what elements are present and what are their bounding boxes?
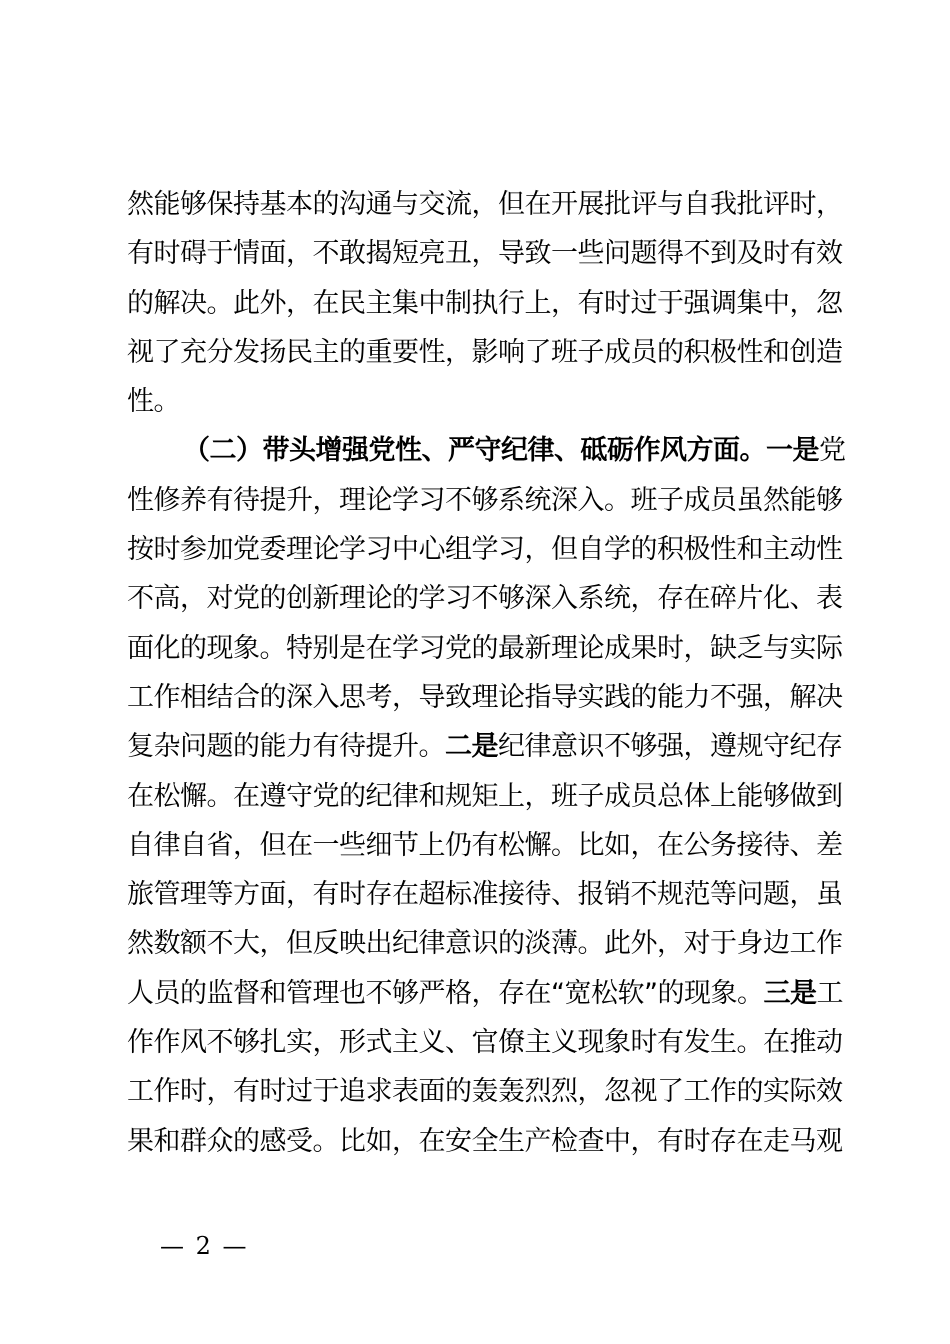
- text-line: 面化的现象。特别是在学习党的最新理论成果时，缺乏与实际: [127, 632, 843, 664]
- text-line: 复杂问题的能力有待提升。二是纪律意识不够强，遵规守纪存: [127, 731, 843, 763]
- document-body: [127, 180, 846, 1166]
- text-line: 性修养有待提升，理论学习不够系统深入。班子成员虽然能够: [127, 484, 843, 516]
- text-line: 然能够保持基本的沟通与交流，但在开展批评与自我批评时，: [127, 189, 843, 220]
- page-number: — 2 —: [160, 1232, 249, 1260]
- text-line: 自律自省，但在一些细节上仍有松懈。比如，在公务接待、差: [127, 829, 843, 861]
- text-line: 按时参加党委理论学习中心组学习，但自学的积极性和主动性: [127, 534, 843, 566]
- text-line: 作作风不够扎实，形式主义、官僚主义现象时有发生。在推动: [127, 1027, 843, 1059]
- text-line: 的解决。此外，在民主集中制执行上，有时过于强调集中，忽: [127, 287, 843, 319]
- text-line: 人员的监督和管理也不够严格，存在“宽松软”的现象。三是工: [127, 977, 843, 1009]
- point-marker: 一是: [766, 435, 819, 467]
- point-marker: 三是: [763, 977, 817, 1009]
- text-line: 果和群众的感受。比如，在安全生产检查中，有时存在走马观: [127, 1125, 843, 1157]
- text-line: 在松懈。在遵守党的纪律和规矩上，班子成员总体上能够做到: [127, 780, 843, 812]
- text-line: 然数额不大，但反映出纪律意识的淡薄。此外，对于身边工作: [127, 928, 843, 960]
- text-line: 工作时，有时过于追求表面的轰轰烈烈，忽视了工作的实际效: [127, 1076, 843, 1108]
- text-line: 性。: [127, 386, 180, 418]
- text-line: 有时碍于情面，不敢揭短亮丑，导致一些问题得不到及时有效: [127, 238, 843, 270]
- section-heading: （二）带头增强党性、严守纪律、砥砺作风方面。: [183, 435, 766, 467]
- text-line: 旅管理等方面，有时存在超标准接待、报销不规范等问题，虽: [127, 879, 843, 911]
- text-line: 工作相结合的深入思考，导致理论指导实践的能力不强，解决: [127, 681, 843, 713]
- point-marker: 二是: [445, 731, 498, 763]
- text-line: 不高，对党的创新理论的学习不够深入系统，存在碎片化、表: [127, 583, 843, 615]
- text-line: 视了充分发扬民主的重要性，影响了班子成员的积极性和创造: [127, 336, 843, 368]
- section-heading-line: （二）带头增强党性、严守纪律、砥砺作风方面。一是党: [183, 435, 846, 467]
